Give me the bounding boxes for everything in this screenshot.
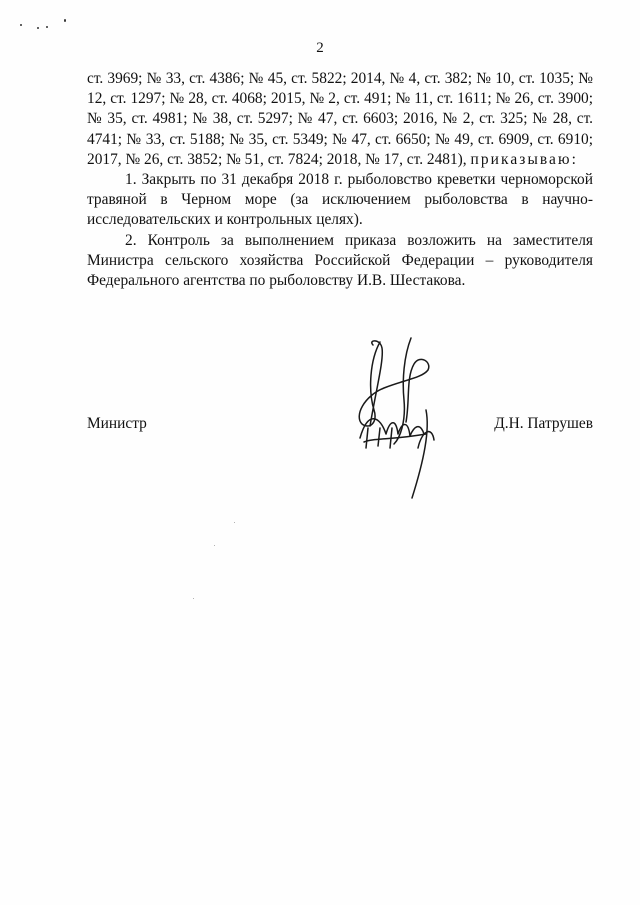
scan-speck [46,26,48,28]
scan-speck [37,27,39,29]
signatory-title: Министр [87,415,147,432]
scan-speck [20,24,22,26]
signatory-name: Д.Н. Патрушев [494,415,593,432]
page-number: 2 [316,40,324,56]
legal-references-paragraph [87,69,593,170]
scan-speck [193,598,194,599]
order-item-1: 1. Закрыть по 31 декабря 2018 г. рыболовство креветки черноморской травяной в Черном море (за исключением рыболовства в научно-исследовательских и контрольных целях). [87,171,593,229]
scan-speck [64,19,66,22]
signature-row [87,415,593,439]
scan-speck [214,545,215,546]
order-word: приказываю: [470,150,578,168]
document-body [87,69,593,291]
scan-speck [234,522,235,523]
order-item-2: 2. Контроль за выполнением приказа возложить на заместителя Министра сельского хозяйства Российской Федерации – руководителя Федерального агентства по рыболовству И.В. Шестакова. [87,231,593,290]
legal-references-text: ст. 3969; № 33, ст. 4386; № 45, ст. 5822; 2014, № 4, ст. 382; № 10, ст. 1035; № 12, ст. 1297; № 28, ст. 4068; 2015, № 2, ст. 491; № 11, ст. 1611; № 26, ст. 3900; № 35, ст. 4981; № 38, ст. 5297; № 47, ст. 6603; 2016, № 2, ст. 325; № 28, ст. 4741; № 33, ст. 5188; № 35, ст. 5349; № 47, ст. 6650; № 49, ст. 6909, ст. 6910; 2017, № 26, ст. 3852; № 51, ст. 7824; 2018, № 17, ст. 2481), [87,70,593,168]
